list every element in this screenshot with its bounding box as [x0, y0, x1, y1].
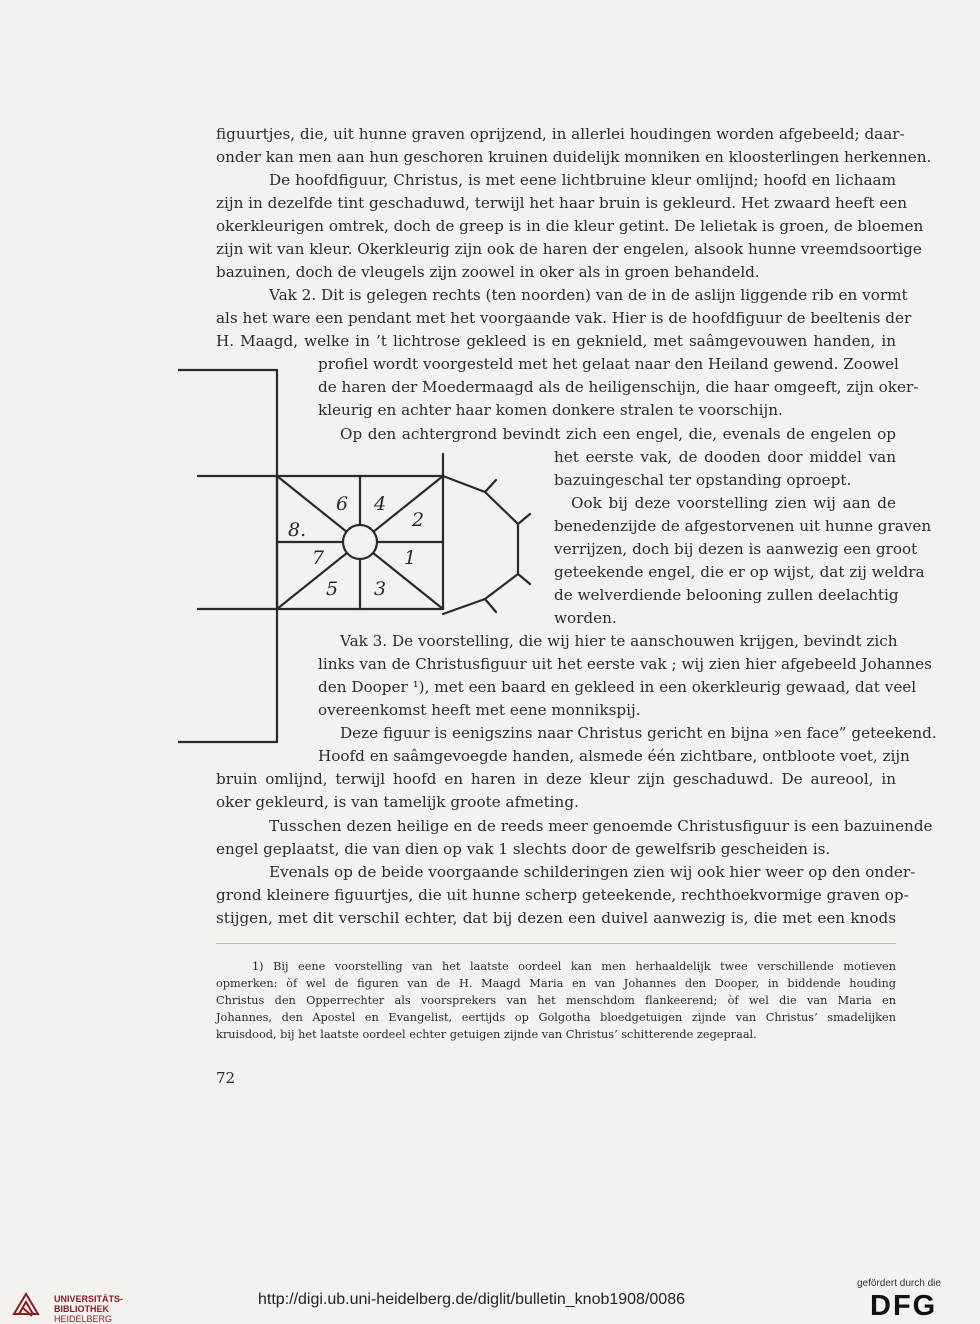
rib-lines — [198, 476, 277, 609]
text-line: Hoofd en saâmgevoegde handen, alsmede één zichtbare, ontbloote voet, zijn — [318, 747, 910, 765]
wall-bracket — [178, 370, 277, 742]
text-line: Deze figuur is eenigszins naar Christus gericht en bijna »en face” geteekend. — [340, 724, 937, 742]
text-line: onder kan men aan hun geschoren kruinen duidelijk monniken en kloosterlingen herkennen. — [216, 148, 932, 166]
diagram-label: 6 — [336, 493, 349, 515]
text-line: Tusschen dezen heilige en de reeds meer genoemde Christusfiguur is een bazuinende — [269, 817, 933, 835]
text-line: zijn in dezelfde tint geschaduwd, terwijl het haar bruin is gekleurd. Het zwaard heeft een — [216, 194, 908, 212]
diagram-label: 4 — [374, 493, 387, 515]
text-line: stijgen, met dit verschil echter, dat bij dezen een duivel aanwezig is, die met een knods — [216, 909, 896, 927]
text-line: benedenzijde de afgestorvenen uit hunne graven — [554, 517, 932, 535]
keystone — [343, 525, 377, 559]
text-line: geteekende engel, die er op wijst, dat zij weldra — [554, 563, 925, 581]
text-line: zijn wit van kleur. Okerkleurig zijn ook de haren der engelen, alsook hunne vreemdsoortige — [216, 240, 922, 258]
footnote-line: Christus den Opperrechter als voorsprekers van het menschdom flankeerend; òf wel die van Maria en — [216, 994, 896, 1007]
text-line: het eerste vak, de dooden door middel van — [554, 448, 896, 466]
text-line: Op den achtergrond bevindt zich een engel, die, evenals de engelen op — [340, 425, 896, 443]
diagram-label: 3 — [374, 578, 387, 600]
text-line: Vak 2. Dit is gelegen rechts (ten noorden) van de in de aslijn liggende rib en vormt — [269, 286, 908, 304]
diagram-label: 2 — [412, 509, 425, 531]
text-line: Ook bij deze voorstelling zien wij aan de — [571, 494, 896, 512]
text-line: verrijzen, doch bij dezen is aanwezig een groot — [554, 540, 918, 558]
text-line: profiel wordt voorgesteld met het gelaat naar den Heiland gewend. Zoowel — [318, 355, 899, 373]
text-line: links van de Christusfiguur uit het eerste vak ; wij zien hier afgebeeld Johannes — [318, 655, 932, 673]
text-line: kleurig en achter haar komen donkere stralen te voorschijn. — [318, 401, 783, 419]
library-name-line: BIBLIOTHEK — [54, 1304, 109, 1314]
footnote-line: Johannes, den Apostel en Evangelist, eertijds op Golgotha bloedgetuigen zijnde van Christus’ smadelijken — [216, 1011, 896, 1024]
footnote-line: opmerken: òf wel de figuren van de H. Maagd Maria en van Johannes den Dooper, in biddende houding — [216, 977, 896, 990]
footnote-line: kruisdood, bij het laatste oordeel echter getuigen zijnde van Christus’ schitterende zegepraal. — [216, 1028, 757, 1041]
footnote-rule — [216, 943, 896, 944]
text-line: als het ware een pendant met het voorgaande vak. Hier is de hoofdfiguur de beeltenis der — [216, 309, 912, 327]
footnote-line: 1) Bij eene voorstelling van het laatste oordeel kan men herhaaldelijk twee verschillende motieven — [252, 960, 896, 973]
text-line: Vak 3. De voorstelling, die wij hier te aanschouwen krijgen, bevindt zich — [340, 632, 898, 650]
text-line: H. Maagd, welke in ’t lichtrose gekleed is en geknield, met saâmgevouwen handen, in — [216, 332, 896, 350]
text-line: figuurtjes, die, uit hunne graven oprijzend, in allerlei houdingen worden afgebeeld; daar- — [216, 125, 905, 143]
text-line: overeenkomst heeft met eene monnikspij. — [318, 701, 641, 719]
text-line: De hoofdfiguur, Christus, is met eene lichtbruine kleur omlijnd; hoofd en lichaam — [269, 171, 896, 189]
text-line: de haren der Moedermaagd als de heiligenschijn, die haar omgeeft, zijn oker- — [318, 378, 919, 396]
vault-plan-diagram — [178, 362, 548, 752]
text-line: okerkleurigen omtrek, doch de greep is in die kleur getint. De lelietak is groen, de bloemen — [216, 217, 924, 235]
text-line: de welverdiende belooning zullen deelachtig — [554, 586, 899, 604]
library-name-line: UNIVERSITÄTS- — [54, 1294, 124, 1304]
text-line: engel geplaatst, die van dien op vak 1 slechts door de gewelfsrib gescheiden is. — [216, 840, 831, 858]
text-line: oker gekleurd, is van tamelijk groote afmeting. — [216, 793, 579, 811]
source-url-link[interactable]: http://digi.ub.uni-heidelberg.de/diglit/bulletin_knob1908/0086 — [258, 1291, 685, 1308]
dfg-logo: DFG — [870, 1290, 938, 1322]
text-line: bazuinen, doch de vleugels zijn zoowel in oker als in groen behandeld. — [216, 263, 760, 281]
text-line: Evenals op de beide voorgaande schilderingen zien wij ook hier weer op den onder- — [269, 863, 916, 881]
library-name — [54, 1294, 123, 1324]
library-name-line: HEIDELBERG — [54, 1314, 113, 1324]
page-number: 72 — [216, 1069, 236, 1087]
text-line: den Dooper ¹), met een baard en gekleed in een okerkleurig gewaad, dat veel — [318, 678, 917, 696]
diagram-label: 1 — [404, 547, 417, 569]
library-logo-icon — [10, 1290, 46, 1318]
text-line: grond kleinere figuurtjes, die uit hunne scherp geteekende, rechthoekvormige graven op- — [216, 886, 909, 904]
apse — [443, 476, 518, 614]
diagram-label: 8. — [288, 519, 307, 541]
diagram-label: 7 — [312, 547, 325, 569]
text-line: bruin omlijnd, terwijl hoofd en haren in deze kleur zijn geschaduwd. De aureool, in — [216, 770, 896, 788]
text-line: worden. — [554, 609, 617, 627]
diagram-label: 5 — [326, 578, 339, 600]
sponsor-label: gefördert durch die — [857, 1278, 941, 1289]
text-line: bazuingeschal ter opstanding oproept. — [554, 471, 852, 489]
